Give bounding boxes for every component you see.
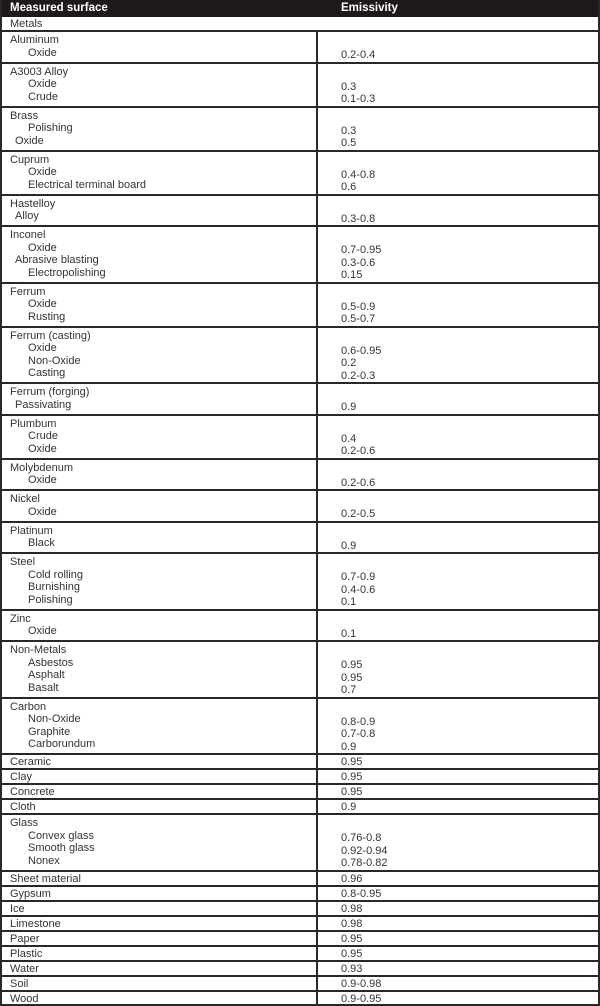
value-stack (341, 401, 598, 414)
surface-sub-label: Convex glass (28, 829, 95, 842)
surface-cell (2, 611, 318, 641)
surface-sub-label: Polishing (28, 593, 73, 606)
surface-label: Cloth (10, 801, 36, 813)
table-row (2, 491, 598, 523)
surface-sub-label: Oxide (28, 342, 57, 354)
surface-label: Ice (10, 902, 25, 915)
group-label: Inconel (10, 229, 46, 241)
emissivity-value: 0.95 (341, 659, 363, 671)
table-row (2, 523, 598, 555)
surface-cell (2, 902, 318, 915)
emissivity-value: 0.78-0.82 (341, 857, 388, 869)
table-row (2, 384, 598, 416)
table-row (2, 800, 598, 815)
surface-sub-label: Black (28, 537, 55, 549)
emissivity-cell (318, 699, 598, 754)
value-spacer (341, 34, 598, 47)
emissivity-value: 0.76-0.8 (341, 832, 382, 844)
table-row (2, 992, 598, 1006)
surface-sub-label: Crude (28, 430, 58, 442)
group-label: Nickel (10, 493, 40, 505)
value-stack (341, 477, 598, 490)
emissivity-cell (318, 108, 598, 150)
surface-cell (2, 785, 318, 798)
table-row (2, 887, 598, 902)
surface-sub-label: Burnishing (28, 581, 80, 593)
emissivity-value: 0.92-0.94 (341, 844, 388, 857)
emissivity-value: 0.2 (341, 357, 357, 369)
emissivity-value: 0.95 (341, 771, 363, 783)
surface-cell (2, 384, 318, 414)
value-spacer (341, 493, 598, 506)
emissivity-cell (318, 902, 598, 915)
surface-cell (2, 32, 318, 62)
surface-sub-label: Oxide (28, 241, 57, 254)
surface-sub-label: Oxide (28, 78, 57, 90)
emissivity-value: 0.15 (341, 269, 363, 281)
emissivity-cell (318, 992, 598, 1005)
surface-cell (2, 770, 318, 783)
table-row (2, 755, 598, 770)
emissivity-value: 0.2-0.4 (341, 49, 376, 61)
group-label: Ferrum (forging) (10, 386, 90, 398)
value-stack (341, 832, 598, 870)
value-spacer (341, 525, 598, 538)
table-row (2, 64, 598, 108)
value-stack (341, 213, 598, 226)
surface-label: Gypsum (10, 887, 51, 900)
surface-cell (2, 152, 318, 194)
surface-sub-label: Nonex (28, 854, 60, 867)
category-label: Metals (10, 18, 43, 30)
surface-cell (2, 196, 318, 226)
surface-label: Concrete (10, 786, 55, 798)
value-stack (341, 540, 598, 553)
value-stack (341, 301, 598, 326)
emissivity-cell (318, 284, 598, 326)
surface-sub-label: Polishing (28, 122, 73, 134)
surface-sub-label: Smooth glass (28, 842, 95, 854)
surface-cell (2, 227, 318, 282)
surface-cell (2, 108, 318, 150)
surface-label: Water (10, 962, 39, 975)
category-row (2, 17, 598, 32)
value-spacer (341, 286, 598, 299)
emissivity-cell (318, 611, 598, 641)
emissivity-cell (318, 152, 598, 194)
table-row (2, 977, 598, 992)
surface-cell (2, 416, 318, 458)
value-stack (341, 244, 598, 282)
emissivity-cell (318, 491, 598, 521)
surface-sub-label: Rusting (28, 310, 66, 323)
surface-label: Paper (10, 932, 40, 945)
surface-sub-label: Oxide (28, 46, 57, 59)
emissivity-cell (318, 887, 598, 900)
value-stack (341, 716, 598, 754)
table-row (2, 554, 598, 611)
surface-sub-label: Alloy (15, 210, 39, 222)
emissivity-value: 0.8-0.95 (341, 887, 382, 900)
emissivity-value: 0.95 (341, 786, 363, 798)
emissivity-value: 0.9-0.95 (341, 992, 382, 1005)
table-row (2, 902, 598, 917)
emissivity-value: 0.95 (341, 932, 363, 945)
surface-sub-label: Electrical terminal board (28, 178, 146, 191)
group-label: Steel (10, 556, 36, 568)
surface-sub-label: Oxide (28, 442, 57, 455)
emissivity-value: 0.3-0.6 (341, 256, 376, 269)
value-stack (341, 125, 598, 150)
table-row (2, 947, 598, 962)
surface-cell (2, 977, 318, 990)
surface-sub-label: Non-Oxide (28, 354, 81, 367)
surface-cell (2, 932, 318, 945)
header-measured-surface: Measured surface (10, 2, 108, 14)
group-label: Non-Metals (10, 644, 67, 656)
emissivity-value: 0.6 (341, 181, 357, 193)
surface-label: Plastic (10, 947, 43, 960)
group-label: Ferrum (10, 285, 46, 298)
table-row (2, 196, 598, 228)
surface-sub-label: Oxide (28, 166, 57, 178)
surface-cell (2, 64, 318, 106)
emissivity-cell (318, 800, 598, 813)
group-label: Platinum (10, 524, 53, 537)
value-stack (341, 169, 598, 194)
surface-sub-label: Passivating (15, 398, 72, 411)
group-label: Molybdenum (10, 461, 73, 474)
value-spacer (341, 613, 598, 626)
table-row (2, 962, 598, 977)
emissivity-value: 0.5 (341, 137, 357, 149)
emissivity-value: 0.2-0.5 (341, 508, 376, 520)
surface-cell (2, 800, 318, 813)
group-label: Carbon (10, 700, 47, 713)
emissivity-cell (318, 977, 598, 990)
emissivity-value: 0.9 (341, 740, 357, 753)
surface-cell (2, 917, 318, 930)
emissivity-cell (318, 785, 598, 798)
emissivity-cell (318, 328, 598, 383)
table-header-row (2, 0, 598, 17)
value-stack (341, 628, 598, 641)
emissivity-value: 0.6-0.95 (341, 344, 382, 357)
emissivity-cell (318, 755, 598, 768)
surface-cell (2, 962, 318, 975)
emissivity-cell (318, 642, 598, 697)
value-stack (341, 508, 598, 521)
surface-sub-label: Abrasive blasting (15, 254, 99, 266)
surface-sub-label: Oxide (28, 298, 57, 310)
emissivity-cell (318, 932, 598, 945)
group-label: Glass (10, 817, 39, 829)
emissivity-cell (318, 947, 598, 960)
group-label: Ferrum (casting) (10, 329, 91, 342)
emissivity-cell (318, 460, 598, 490)
surface-cell (2, 992, 318, 1005)
value-spacer (341, 701, 598, 714)
value-spacer (341, 229, 598, 242)
surface-label: Ceramic (10, 756, 51, 768)
emissivity-cell (318, 32, 598, 62)
emissivity-value: 0.96 (341, 872, 363, 885)
value-stack (341, 433, 598, 458)
value-stack (341, 49, 598, 62)
emissivity-value: 0.2-0.6 (341, 445, 376, 457)
table-row (2, 108, 598, 152)
emissivity-value: 0.5-0.9 (341, 300, 376, 313)
surface-sub-label: Basalt (28, 681, 59, 694)
emissivity-value: 0.4-0.8 (341, 168, 376, 181)
emissivity-value: 0.3 (341, 124, 357, 137)
emissivity-value: 0.7-0.8 (341, 728, 376, 740)
header-emissivity: Emissivity (341, 2, 398, 14)
surface-sub-label: Asphalt (28, 669, 65, 681)
surface-sub-label: Oxide (28, 625, 57, 637)
value-spacer (341, 644, 598, 657)
emissivity-value: 0.2-0.6 (341, 476, 376, 489)
surface-label: Wood (10, 992, 39, 1005)
table-row (2, 152, 598, 196)
surface-sub-label: Oxide (15, 134, 44, 147)
table-row (2, 872, 598, 887)
surface-cell (2, 642, 318, 697)
surface-label: Clay (10, 771, 33, 783)
table-row (2, 642, 598, 699)
value-spacer (341, 386, 598, 399)
emissivity-value: 0.7 (341, 684, 357, 696)
emissivity-value: 0.98 (341, 917, 363, 930)
emissivity-cell (318, 917, 598, 930)
surface-label: Soil (10, 977, 29, 990)
table-row (2, 770, 598, 785)
surface-sub-label: Oxide (28, 505, 57, 518)
emissivity-value: 0.1 (341, 596, 357, 608)
surface-sub-label: Casting (28, 367, 66, 379)
emissivity-cell (318, 554, 598, 609)
emissivity-cell (318, 523, 598, 553)
emissivity-value: 0.1-0.3 (341, 93, 376, 105)
group-label: Hastelloy (10, 197, 56, 210)
surface-sub-label: Electropolishing (28, 266, 106, 279)
table-row (2, 32, 598, 64)
table-row (2, 227, 598, 284)
emissivity-value: 0.3 (341, 80, 357, 93)
group-label: Cuprum (10, 153, 50, 166)
surface-label: Sheet material (10, 872, 81, 885)
emissivity-value: 0.8-0.9 (341, 715, 376, 728)
surface-sub-label: Graphite (28, 725, 71, 738)
emissivity-value: 0.9 (341, 801, 357, 813)
surface-cell (2, 460, 318, 490)
table-row (2, 460, 598, 492)
value-spacer (341, 66, 598, 79)
table-body (2, 17, 598, 1006)
table-row (2, 611, 598, 643)
emissivity-value: 0.7-0.9 (341, 571, 376, 583)
emissivity-value: 0.95 (341, 756, 363, 768)
emissivity-value: 0.95 (341, 671, 363, 684)
emissivity-cell (318, 770, 598, 783)
surface-cell (2, 872, 318, 885)
surface-sub-label: Asbestos (28, 656, 74, 669)
table-row (2, 328, 598, 385)
surface-sub-label: Non-Oxide (28, 713, 81, 725)
value-stack (341, 81, 598, 106)
value-spacer (341, 418, 598, 431)
surface-cell (2, 284, 318, 326)
table-row (2, 917, 598, 932)
surface-cell (2, 328, 318, 383)
emissivity-cell (318, 227, 598, 282)
emissivity-value: 0.9 (341, 539, 357, 552)
emissivity-value: 0.95 (341, 947, 363, 960)
surface-label: Limestone (10, 917, 61, 930)
emissivity-cell (318, 64, 598, 106)
emissivity-value: 0.5-0.7 (341, 313, 376, 325)
emissivity-cell (318, 196, 598, 226)
table-row (2, 699, 598, 756)
emissivity-cell (318, 962, 598, 975)
emissivity-value: 0.1 (341, 627, 357, 640)
value-spacer (341, 154, 598, 167)
emissivity-cell (318, 384, 598, 414)
value-stack (341, 571, 598, 609)
value-stack (341, 345, 598, 383)
emissivity-cell (318, 872, 598, 885)
value-spacer (341, 462, 598, 475)
surface-sub-label: Oxide (28, 474, 57, 486)
emissivity-value: 0.9 (341, 401, 357, 413)
value-stack (341, 659, 598, 697)
table-row (2, 284, 598, 328)
emissivity-value: 0.7-0.95 (341, 244, 382, 256)
surface-cell (2, 815, 318, 870)
table-row (2, 815, 598, 872)
emissivity-cell (318, 416, 598, 458)
value-spacer (341, 110, 598, 123)
emissivity-value: 0.2-0.3 (341, 369, 376, 382)
group-label: Zinc (10, 612, 31, 625)
group-label: Brass (10, 109, 39, 122)
surface-cell (2, 887, 318, 900)
table-row (2, 416, 598, 460)
value-spacer (341, 198, 598, 211)
surface-sub-label: Cold rolling (28, 568, 84, 581)
emissivity-cell (318, 815, 598, 870)
table-row (2, 932, 598, 947)
surface-cell (2, 554, 318, 609)
surface-sub-label: Carborundum (28, 738, 96, 750)
group-label: Aluminum (10, 34, 59, 46)
surface-cell (2, 699, 318, 754)
surface-cell (2, 755, 318, 768)
emissivity-value: 0.9-0.98 (341, 977, 382, 990)
value-spacer (341, 330, 598, 343)
emissivity-value: 0.4-0.6 (341, 583, 376, 596)
surface-sub-label: Crude (28, 90, 58, 103)
surface-cell (2, 947, 318, 960)
surface-cell (2, 491, 318, 521)
emissivity-value: 0.4 (341, 432, 357, 445)
value-spacer (341, 556, 598, 569)
group-label: A3003 Alloy (10, 65, 69, 78)
table-row (2, 785, 598, 800)
emissivity-value: 0.93 (341, 962, 363, 975)
group-label: Plumbum (10, 417, 57, 430)
emissivity-value: 0.98 (341, 902, 363, 915)
surface-cell (2, 523, 318, 553)
emissivity-value: 0.3-0.8 (341, 212, 376, 225)
value-spacer (341, 817, 598, 830)
